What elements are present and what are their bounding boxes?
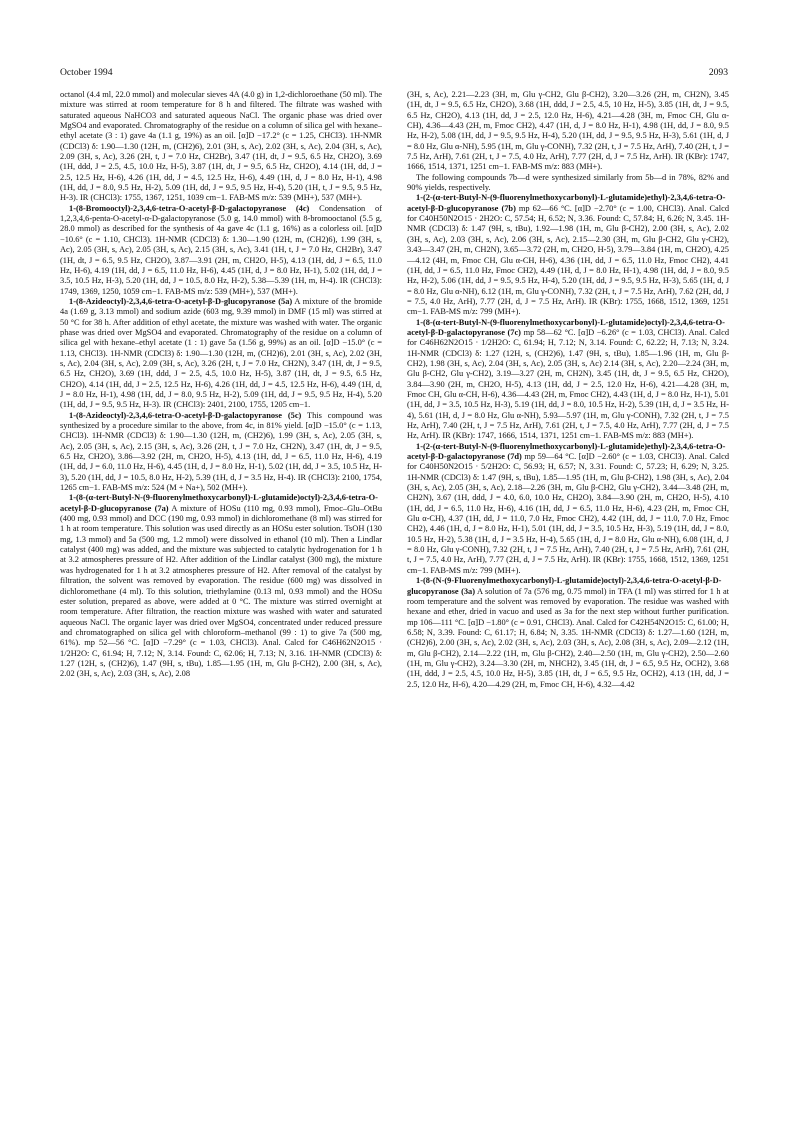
- paragraph: [407, 442, 729, 576]
- compound-heading: 1-(8-Bromooctyl)-2,3,4,6-tetra-O-acetyl-β-D-galactopyranose (4c): [69, 203, 310, 213]
- paragraph: [407, 576, 729, 690]
- paragraph: [407, 193, 729, 317]
- paragraph: [60, 493, 382, 679]
- paragraph-text: A mixture of the bromide 4a (1.69 g, 3.13 mmol) and sodium azide (603 mg, 9.39 mmol) in DMF (15 ml) was stirred at 50 °C for 38 h. After addition of ethyl acetate, the mixture was washed with water. The organic phase was dried over MgSO4 and evaporated. Chromatography of the residue on a column of silica gel with hexane–ethyl acetate (1 : 1) gave 5a (1.56 g, 99%) as an oil. [α]D −15.0° (c = 1.13, CHCl3). 1H-NMR (CDCl3) δ: 1.90—1.30 (12H, m, (CH2)6), 2.01 (3H, s, Ac), 2.02 (3H, s, Ac), 2.04 (3H, s, Ac), 2.09 (3H, s, Ac), 3.26 (2H, t, J = 7.0 Hz, CH2N), 3.47 (1H, dt, J = 9.5, 6.5 Hz, CH2O), 3.69 (1H, ddd, J = 2.5, 4.5, 10.0 Hz, H-5), 3.87 (1H, dt, J = 9.5, 6.5 Hz, CH2O), 4.14 (1H, dd, J = 2.5, 12.5 Hz, H-6), 4.26 (1H, dd, J = 4.5, 12.5 Hz, H-6), 4.49 (1H, d, J = 8.0 Hz, H-1), 4.98 (1H, dd, J = 8.0, 9.5 Hz, H-2), 5.09 (1H, dd, J = 9.5, 9.5 Hz, H-4), 5.20 (1H, dd, J = 9.5, 9.5 Hz, H-3). IR (CHCl3): 2401, 2100, 1755, 1205 cm−1.: [60, 296, 382, 410]
- paragraph: [60, 297, 382, 411]
- paragraph: [407, 90, 729, 173]
- paragraph: [60, 411, 382, 494]
- paragraph-text: A mixture of HOSu (110 mg, 0.93 mmol), Fmoc–Glu–OtBu (400 mg, 0.93 mmol) and DCC (190 mg, 0.93 mmol) in dichloromethane (8 ml) was stirred for 1 h at room temperature. This solution was used directly as an HOSu ester solution. TsOH (130 mg, 1.3 mmol) and 5a (500 mg, 1.2 mmol) were dissolved in ethanol (10 ml). Then a Lindlar catalyst (400 mg) was added, and the mixture was subjected to catalytic hydrogenation for 1 h at 3.2 atmospheres pressure of H2. After addition of the Lindlar catalyst (300 mg), the mixture was hydrogenated for 1 h at 3.2 atmospheres pressure of H2. After removal of the catalyst by filtration, the solvent was removed by evaporation. The residue (600 mg) was dissolved in dichloromethane (4 ml). To this solution, triethylamine (0.13 ml, 0.93 mmol) and the HOSu ester solution, prepared as above, were added at 0 °C. The mixture was stirred overnight at room temperature. After filtration, the reaction mixture was washed with water and saturated aqueous NaCl. The organic layer was dried over MgSO4, concentrated under reduced pressure and chromatographed on silica gel with chloroform–methanol (99 : 1) to give 7a (500 mg, 61%). mp 52—56 °C. [α]D −7.29° (c = 1.03, CHCl3). Anal. Calcd for C46H62N2O15 · 1/2H2O: C, 61.94; H, 7.12; N, 3.14. Found: C, 62.06; H, 7.13; N, 3.16. 1H-NMR (CDCl3) δ: 1.27 (12H, s, (CH2)6), 1.47 (9H, s, tBu), 1.85—1.95 (1H, m, Glu β-CH2), 2.00 (3H, s, Ac), 2.02 (3H, s, Ac), 2.03 (3H, s, Ac), 2.08: [60, 503, 382, 679]
- paragraph: [60, 204, 382, 297]
- paragraph-text: mp 59—64 °C. [α]D −2.60° (c = 1.03, CHCl3). Anal. Calcd for C40H50N2O15 · 5/2H2O: C, 56.93; H, 6.57; N, 3.31. Found: C, 57.23; H, 6.29; N, 3.25. 1H-NMR (CDCl3) δ: 1.47 (9H, s, tBu), 1.85—1.95 (1H, m, Glu β-CH2), 1.98 (3H, s, Ac), 2.04 (3H, s, Ac), 2.05 (3H, s, Ac), 2.18—2.26 (3H, m, Glu β-CH2, Glu γ-CH2), 3.44—3.48 (2H, m, CH2N), 3.67 (1H, ddd, J = 4.0, 6.0, 10.0 Hz, CH2O), 3.84—3.90 (2H, m, CH2O, H-5), 4.10 (1H, dd, J = 6.5, 11.0 Hz, H-6), 4.16 (1H, dd, J = 6.5, 11.0 Hz, H-6), 4.23 (2H, m, Fmoc CH, Glu α-CH), 4.37 (1H, dd, J = 11.0, 7.0 Hz, Fmoc CH2), 4.42 (1H, dd, J = 11.0, 7.0 Hz, Fmoc CH2), 4.46 (1H, d, J = 8.0 Hz, H-1), 5.01 (1H, dd, J = 3.5, 10.5 Hz, H-3), 5.19 (1H, dd, J = 8.0, 10.5 Hz, H-2), 5.38 (1H, d, J = 3.5 Hz, H-4), 5.65 (1H, d, J = 8.0 Hz, Glu α-NH), 6.08 (1H, d, J = 8.0 Hz, Glu γ-CONH), 7.32 (2H, t, J = 7.5 Hz, ArH), 7.40 (2H, t, J = 7.5 Hz, ArH), 7.61 (2H, t, J = 7.5, 4.0 Hz, ArH), 7.77 (2H, d, J = 7.5 Hz, ArH). IR (KBr): 1755, 1668, 1512, 1369, 1251 cm−1. FAB-MS m/z: 799 (MH+).: [407, 452, 729, 575]
- compound-heading: 1-(2-(α-tert-Butyl-N-(9-fluorenylmethoxycarbonyl)-L-glutamide)ethyl)-2,3,4,6-tetra-O-acetyl-β-D-galactopyranose (7d): [407, 441, 726, 462]
- paragraph-text: octanol (4.4 ml, 22.0 mmol) and molecular sieves 4A (4.0 g) in 1,2-dichloroethane (50 ml). The mixture was stirred at room temperature for 8 h and filtered. The filtrate was washed with saturated aqueous NaHCO3 and saturated aqueous NaCl. The organic phase was dried over MgSO4 and evaporated. Chromatography of the residue on a column of silica gel with hexane–ethyl acetate (3 : 1) gave 4a (1.1 g, 19%) as an oil. [α]D −17.2° (c = 1.25, CHCl3). 1H-NMR (CDCl3) δ: 1.90—1.30 (12H, m, (CH2)6), 2.01 (3H, s, Ac), 2.02 (3H, s, Ac), 2.04 (3H, s, Ac), 2.09 (3H, s, Ac), 3.26 (2H, t, J = 7.0 Hz, CH2Br), 3.47 (1H, dt, J = 9.5, 6.5 Hz, CH2O), 3.69 (1H, ddd, J = 2.5, 4.5, 10.0 Hz, H-5), 3.87 (1H, dt, J = 9.5, 6.5 Hz, CH2O), 4.14 (1H, dd, J = 2.5, 12.5 Hz, H-6), 4.26 (1H, dd, J = 4.5, 12.5 Hz, H-6), 4.49 (1H, d, J = 8.0 Hz, H-1), 4.98 (1H, dd, J = 8.0, 9.5 Hz, H-2), 5.09 (1H, dd, J = 9.5, 9.5 Hz, H-4), 5.20 (1H, t, J = 9.5, 9.5 Hz, H-3). IR (CHCl3): 1755, 1367, 1251, 1039 cm−1. FAB-MS m/z: 539 (MH+), 537 (MH+).: [60, 90, 382, 203]
- paragraph: [60, 90, 382, 204]
- right-column: [407, 90, 729, 1080]
- compound-heading: 1-(8-Azideoctyl)-2,3,4,6-tetra-O-acetyl-β-D-galactopyranose (5c): [69, 410, 302, 420]
- paragraph-text: mp 58—62 °C. [α]D −6.26° (c = 1.03, CHCl3). Anal. Calcd for C46H62N2O15 · 1/2H2O: C, 61.94; H, 7.12; N, 3.14. Found: C, 62.22; H, 7.13; N, 3.24. 1H-NMR (CDCl3) δ: 1.27 (12H, s, (CH2)6), 1.47 (9H, s, tBu), 1.85—1.96 (1H, m, Glu β-CH2), 1.98 (3H, s, Ac), 2.04 (3H, s, Ac), 2.05 (3H, s, Ac) 2.14 (3H, s, Ac), 2.20—2.24 (3H, m, Glu β-CH2, Glu γ-CH2), 3.19—3.27 (2H, m, CH2N), 3.45 (1H, dt, J = 9.5, 6.5 Hz, CH2O), 3.84—3.90 (2H, m, CH2O, H-5), 4.13 (1H, dd, J = 2.5, 12.0 Hz, H-6), 4.21—4.28 (3H, m, Fmoc CH, Glu α-CH, H-6), 4.36—4.43 (2H, m, Fmoc CH2), 4.43 (1H, d, J = 8.0 Hz, H-1), 5.01 (1H, dd, J = 3.5, 10.5 Hz, H-3), 5.19 (1H, dd, J = 8.0, 10.5 Hz, H-2), 5.39 (1H, d, J = 3.5 Hz, H-4), 5.61 (1H, d, J = 8.0 Hz, Glu α-NH), 5.93—5.97 (1H, m, Glu γ-CONH), 7.32 (2H, t, J = 7.5 Hz, ArH), 7.40 (2H, t, J = 7.5 Hz, ArH), 7.61 (2H, t, J = 7.5, 4.0 Hz, ArH), 7.77 (2H, d, J = 7.5 Hz, ArH). IR (KBr): 1747, 1666, 1514, 1371, 1251 cm−1. FAB-MS m/z: 883 (MH+).: [407, 327, 729, 441]
- paragraph-text: Condensation of 1,2,3,4,6-penta-O-acetyl-α-D-galactopyranose (5.0 g, 14.0 mmol) with 8-bromooctanol (5.5 g, 28.0 mmol) as described for the synthesis of 4a gave 4c (1.1 g, 16%) as a colorless oil. [α]D −10.6° (c = 1.10, CHCl3). 1H-NMR (CDCl3) δ: 1.30—1.90 (12H, m, (CH2)6), 1.99 (3H, s, Ac), 2.05 (3H, s, Ac), 2.05 (3H, s, Ac), 2.15 (3H, s, Ac), 3.41 (1H, t, J = 7.0 Hz, CH2Br), 3.47 (1H, dt, J = 6.5, 9.5 Hz, CH2O), 3.87—3.91 (2H, m, CH2O, H-5), 4.13 (1H, dd, J = 6.5, 11.0 Hz, H-6), 4.19 (1H, dd, J = 6.5, 11.0 Hz, H-6), 4.45 (1H, d, J = 8.0 Hz, H-1), 5.02 (1H, dd, J = 3.5, 10.5 Hz, H-3), 5.20 (1H, dd, J = 10.5, 8.0 Hz, H-2), 5.38—5.39 (1H, m, H-4). IR (CHCl3): 1749, 1369, 1250, 1059 cm−1. FAB-MS m/z: 539 (MH+), 537 (MH+).: [60, 203, 382, 296]
- paragraph: [407, 318, 729, 442]
- compound-heading: 1-(8-(N-(9-Fluorenylmethoxycarbonyl)-L-glutamide)octyl)-2,3,4,6-tetra-O-acetyl-β-D-glucopyranose (3a): [407, 576, 722, 596]
- paragraph: [407, 173, 729, 194]
- compound-heading: 1-(8-Azideoctyl)-2,3,4,6-tetra-O-acetyl-β-D-glucopyranose (5a): [69, 296, 293, 306]
- page-number: 2093: [708, 67, 728, 78]
- paragraph-text: mp 62—66 °C. [α]D −2.70° (c = 1.00, CHCl3). Anal. Calcd for C40H50N2O15 · 2H2O: C, 57.54; H, 6.52; N, 3.36. Found: C, 57.84; H, 6.26; N, 3.45. 1H-NMR (CDCl3) δ: 1.47 (9H, s, tBu), 1.92—1.98 (1H, m, Glu β-CH2), 2.00 (3H, s, Ac), 2.02 (3H, s, Ac), 2.03 (3H, s, Ac), 2.06 (3H, s, Ac), 2.15—2.30 (3H, m, Glu β-CH2, Glu γ-CH2), 3.43—3.47 (2H, m, CH2N), 3.65—3.72 (2H, m, CH2O, H-5), 3.79—3.84 (1H, m, CH2O), 4.25—4.12 (4H, m, Fmoc CH, Glu α-CH, H-6), 4.36 (1H, dd, J = 6.5, 11.0 Hz, Fmoc CH2), 4.41 (1H, dd, J = 6.5, 11.0 Hz, Fmoc CH2), 4.49 (1H, d, J = 8.0 Hz, H-1), 4.98 (1H, dd, J = 8.0, 9.5 Hz, H-2), 5.06 (1H, dd, J = 9.5, 9.5 Hz, H-4), 5.20 (1H, dd, J = 9.5, 9.5 Hz, H-3), 5.65 (1H, d, J = 8.0 Hz, Glu α-NH), 6.12 (1H, m, Glu γ-CONH), 7.32 (2H, t, J = 7.5 Hz, ArH), 7.62 (2H, dd, J = 7.5, 4.0 Hz, ArH), 7.77 (2H, d, J = 7.5 Hz, ArH). IR (KBr): 1755, 1668, 1512, 1369, 1251 cm−1. FAB-MS m/z: 799 (MH+).: [407, 203, 729, 317]
- paragraph-text: A solution of 7a (576 mg, 0.75 mmol) in TFA (1 ml) was stirred for 1 h at room temperature and the solvent was removed by evaporation. The residue was washed with hexane and ether, dried in vacuo and used as 3a for the next step without further purification. mp 106—111 °C. [α]D −1.80° (c = 0.91, CHCl3). Anal. Calcd for C42H54N2O15: C, 61.00; H, 6.58; N, 3.39. Found: C, 61.17; H, 6.84; N, 3.35. 1H-NMR (CDCl3) δ: 1.27—1.60 (12H, m, (CH2)6), 2.00 (3H, s, Ac), 2.02 (3H, s, Ac), 2.03 (3H, s, Ac), 2.08 (3H, s, Ac), 2.09—2.12 (1H, m, Glu β-CH2), 2.14—2.22 (1H, m, Glu β-CH2), 2.40—2.50 (1H, m, Glu γ-CH2), 2.50—2.60 (1H, m, Glu γ-CH2), 3.24—3.30 (2H, m, NHCH2), 3.45 (1H, dt, J = 6.5, 9.5 Hz, OCH2), 3.68 (1H, ddd, J = 2.5, 4.5, 10.0 Hz, H-5), 3.85 (1H, dt, J = 6.5, 9.5 Hz, OCH2), 4.13 (1H, dd, J = 2.5, 12.0 Hz, H-6), 4.20—4.29 (2H, m, Fmoc CH, H-6), 4.32—4.42: [407, 586, 729, 689]
- compound-heading: 1-(8-(α-tert-Butyl-N-(9-fluorenylmethoxycarbonyl)-L-glutamide)octyl)-2,3,4,6-tetra-O-acetyl-β-D-galactopyranose (7c): [407, 317, 725, 337]
- paragraph-text: This compound was synthesized by a procedure similar to the above, from 4c, in 81% yield. [α]D −15.0° (c = 1.13, CHCl3). 1H-NMR (CDCl3) δ: 1.90—1.30 (12H, m, (CH2)6), 1.99 (3H, s, Ac), 2.05 (3H, s, Ac), 2.05 (3H, s, Ac), 2.15 (3H, s, Ac), 3.26 (2H, t, J = 7.0 Hz, CH2N), 3.47 (1H, dt, J = 9.5, 6.5 Hz, CH2O), 3.86—3.92 (2H, m, CH2O, H-5), 4.13 (1H, dd, J = 6.5, 11.0 Hz, H-6), 4.19 (1H, dd, J = 6.0, 11.0 Hz, H-6), 4.45 (1H, d, J = 8.0 Hz, H-1), 5.02 (1H, dd, J = 3.5, 10.5 Hz, H-3), 5.20 (1H, dd, J = 10.5, 8.0 Hz, H-2), 5.39 (1H, d, J = 3.5 Hz, H-4). IR (CHCl3): 2100, 1754, 1265 cm−1. FAB-MS m/z: 524 (M + Na+), 502 (MH+).: [60, 410, 382, 493]
- paragraph-text: (3H, s, Ac), 2.21—2.23 (3H, m, Glu γ-CH2, Glu β-CH2), 3.20—3.26 (2H, m, CH2N), 3.45 (1H, dt, J = 9.5, 6.5 Hz, CH2O), 3.68 (1H, ddd, J = 2.5, 4.5, 10 Hz, H-5), 3.85 (1H, dt, J = 9.5, 6.5 Hz, CH2O), 4.13 (1H, dd, J = 2.5, 12.0 Hz, H-6), 4.21—4.28 (3H, m, Fmoc CH, Glu α-CH), 4.36—4.43 (2H, m, Fmoc CH2), 4.47 (1H, d, J = 8.0 Hz, H-1), 4.98 (1H, dd, J = 8.0, 9.5 Hz, H-2), 5.08 (1H, dd, J = 9.5, 9.5 Hz, H-4), 5.20 (1H, dd, J = 9.5, 9.5 Hz, H-3), 5.61 (1H, d, J = 8.0 Hz, Glu α-NH), 5.95 (1H, m, Glu γ-CONH), 7.32 (2H, t, J = 7.5 Hz, ArH), 7.40 (2H, t, J = 7.5 Hz, ArH), 7.61 (2H, t, J = 7.5, 4.0 Hz, ArH), 7.77 (2H, d, J = 7.5 Hz, ArH). IR (KBr): 1747, 1666, 1514, 1371, 1251 cm−1. FAB-MS m/z: 883 (MH+).: [407, 90, 729, 172]
- header-date: October 1994: [60, 67, 113, 78]
- compound-heading: 1-(2-(α-tert-Butyl-N-(9-fluorenylmethoxycarbonyl)-L-glutamide)ethyl)-2,3,4,6-tetra-O-acetyl-β-D-glucopyranose (7b): [407, 193, 726, 213]
- left-column: [60, 90, 382, 1080]
- compound-heading: 1-(8-(α-tert-Butyl-N-(9-fluorenylmethoxycarbonyl)-L-glutamide)octyl)-2,3,4,6-tetra-O-acetyl-β-D-glucopyranose (7a): [60, 493, 378, 513]
- paragraph-text: The following compounds 7b—d were synthesized similarly from 5b—d in 78%, 82% and 90% yields, respectively.: [407, 172, 729, 193]
- running-head: [60, 66, 728, 80]
